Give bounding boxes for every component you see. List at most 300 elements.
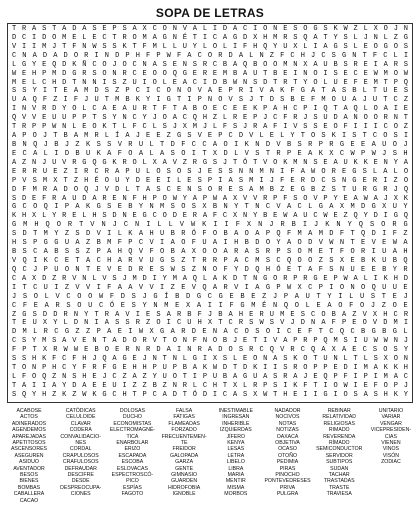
grid-cell[interactable]: A <box>107 248 112 257</box>
grid-cell[interactable]: O <box>273 158 278 167</box>
grid-cell[interactable]: J <box>383 194 388 203</box>
grid-cell[interactable]: S <box>156 310 161 319</box>
grid-cell[interactable]: T <box>33 230 38 239</box>
grid-cell[interactable]: S <box>341 87 347 96</box>
grid-cell[interactable]: O <box>181 239 186 248</box>
grid-cell[interactable]: T <box>232 364 238 373</box>
grid-cell[interactable]: B <box>182 364 187 373</box>
grid-cell[interactable]: M <box>222 69 228 78</box>
grid-cell[interactable]: B <box>269 185 274 194</box>
grid-cell[interactable]: L <box>280 132 285 141</box>
grid-cell[interactable]: L <box>308 203 313 212</box>
grid-cell[interactable]: A <box>353 194 358 203</box>
grid-cell[interactable]: E <box>149 265 154 274</box>
grid-cell[interactable]: B <box>331 310 336 319</box>
grid-cell[interactable]: A <box>112 337 117 346</box>
grid-cell[interactable]: M <box>259 185 264 194</box>
grid-cell[interactable]: U <box>52 158 57 167</box>
grid-cell[interactable]: F <box>343 372 348 381</box>
grid-cell[interactable]: F <box>349 301 354 310</box>
grid-cell[interactable]: K <box>280 87 285 96</box>
grid-cell[interactable]: W <box>138 328 144 337</box>
grid-cell[interactable]: S <box>300 310 305 319</box>
grid-cell[interactable]: A <box>75 239 80 248</box>
grid-cell[interactable]: V <box>149 283 154 292</box>
grid-cell[interactable]: N <box>135 346 140 355</box>
grid-cell[interactable]: E <box>11 167 17 176</box>
grid-cell[interactable]: A <box>22 96 27 105</box>
grid-cell[interactable]: S <box>112 274 117 283</box>
grid-cell[interactable]: S <box>238 346 244 355</box>
grid-cell[interactable]: N <box>403 355 408 364</box>
grid-cell[interactable]: V <box>179 221 184 230</box>
grid-cell[interactable]: D <box>269 96 274 105</box>
grid-cell[interactable]: K <box>333 25 338 33</box>
grid-cell[interactable]: K <box>43 256 48 265</box>
grid-cell[interactable]: F <box>52 355 57 364</box>
grid-cell[interactable]: O <box>321 310 326 319</box>
grid-cell[interactable]: D <box>11 33 17 42</box>
grid-cell[interactable]: V <box>107 265 112 274</box>
grid-cell[interactable]: B <box>382 328 387 337</box>
grid-cell[interactable]: R <box>122 158 127 167</box>
grid-cell[interactable]: E <box>146 176 151 185</box>
grid-cell[interactable]: S <box>255 328 260 337</box>
grid-cell[interactable]: R <box>283 78 288 87</box>
grid-cell[interactable]: W <box>283 212 288 221</box>
grid-cell[interactable]: N <box>212 328 218 337</box>
grid-cell[interactable]: B <box>128 203 133 212</box>
grid-cell[interactable]: F <box>243 42 248 51</box>
grid-cell[interactable]: S <box>122 25 127 33</box>
grid-cell[interactable]: D <box>243 364 248 373</box>
grid-cell[interactable]: M <box>350 203 355 212</box>
grid-cell[interactable]: D <box>156 346 161 355</box>
grid-cell[interactable]: R <box>53 346 58 355</box>
grid-cell[interactable]: R <box>128 140 133 149</box>
grid-cell[interactable]: O <box>244 230 249 239</box>
grid-cell[interactable]: S <box>321 132 326 141</box>
grid-cell[interactable]: F <box>102 364 107 373</box>
grid-cell[interactable]: U <box>392 203 397 212</box>
grid-cell[interactable]: A <box>107 328 112 337</box>
grid-cell[interactable]: R <box>202 60 208 69</box>
grid-cell[interactable]: I <box>202 78 208 87</box>
grid-cell[interactable]: G <box>323 390 328 399</box>
grid-cell[interactable]: X <box>32 274 37 283</box>
grid-cell[interactable]: H <box>238 310 244 319</box>
grid-cell[interactable]: S <box>72 372 77 381</box>
grid-cell[interactable]: A <box>373 364 378 373</box>
grid-cell[interactable]: E <box>363 60 368 69</box>
grid-cell[interactable]: Y <box>393 158 398 167</box>
grid-cell[interactable]: J <box>311 51 316 60</box>
grid-cell[interactable]: U <box>341 96 347 105</box>
grid-cell[interactable]: D <box>42 274 47 283</box>
grid-cell[interactable]: R <box>353 60 358 69</box>
grid-cell[interactable]: L <box>43 149 48 158</box>
grid-cell[interactable]: F <box>42 96 48 105</box>
grid-cell[interactable]: O <box>181 149 186 158</box>
grid-cell[interactable]: N <box>353 114 358 123</box>
grid-cell[interactable]: P <box>96 248 101 257</box>
grid-cell[interactable]: S <box>75 230 80 239</box>
grid-cell[interactable]: A <box>383 167 388 176</box>
grid-cell[interactable]: M <box>280 310 285 319</box>
grid-cell[interactable]: B <box>63 132 68 141</box>
grid-cell[interactable]: Z <box>280 185 285 194</box>
grid-cell[interactable]: F <box>82 364 87 373</box>
grid-cell[interactable]: U <box>382 140 387 149</box>
grid-cell[interactable]: D <box>11 185 17 194</box>
grid-cell[interactable]: F <box>318 265 323 274</box>
grid-cell[interactable]: C <box>339 149 345 158</box>
grid-cell[interactable]: N <box>32 364 37 373</box>
grid-cell[interactable]: Y <box>333 33 338 42</box>
grid-cell[interactable]: O <box>212 42 218 51</box>
grid-cell[interactable]: I <box>96 283 101 292</box>
grid-cell[interactable]: K <box>293 381 298 390</box>
grid-cell[interactable]: B <box>232 69 238 78</box>
grid-cell[interactable]: R <box>72 158 77 167</box>
grid-cell[interactable]: I <box>135 310 140 319</box>
grid-cell[interactable]: K <box>72 60 77 69</box>
grid-cell[interactable]: Z <box>393 176 398 185</box>
grid-cell[interactable]: S <box>102 42 107 51</box>
grid-cell[interactable]: T <box>53 132 58 141</box>
grid-cell[interactable]: D <box>373 212 378 221</box>
grid-cell[interactable]: Y <box>138 203 144 212</box>
grid-cell[interactable]: Q <box>192 114 197 123</box>
grid-cell[interactable]: N <box>142 60 147 69</box>
grid-cell[interactable]: N <box>73 310 79 319</box>
grid-cell[interactable]: P <box>313 337 318 346</box>
grid-cell[interactable]: O <box>32 372 37 381</box>
grid-cell[interactable]: N <box>273 25 278 33</box>
grid-cell[interactable]: V <box>273 337 278 346</box>
grid-cell[interactable]: R <box>212 256 218 265</box>
grid-cell[interactable]: N <box>263 355 268 364</box>
grid-cell[interactable]: O <box>162 69 167 78</box>
grid-cell[interactable]: U <box>149 256 154 265</box>
grid-cell[interactable]: I <box>283 123 288 132</box>
grid-cell[interactable]: B <box>240 292 245 301</box>
grid-cell[interactable]: D <box>172 390 177 399</box>
grid-cell[interactable]: L <box>11 60 17 69</box>
grid-cell[interactable]: P <box>253 114 258 123</box>
grid-cell[interactable]: W <box>286 283 292 292</box>
grid-cell[interactable]: Z <box>64 283 70 292</box>
grid-cell[interactable]: I <box>166 319 171 328</box>
grid-cell[interactable]: L <box>383 33 388 42</box>
grid-cell[interactable]: S <box>370 292 376 301</box>
grid-cell[interactable]: R <box>265 248 271 257</box>
grid-cell[interactable]: T <box>11 364 17 373</box>
grid-cell[interactable]: O <box>202 248 207 257</box>
grid-cell[interactable]: S <box>403 60 408 69</box>
grid-cell[interactable]: L <box>243 381 248 390</box>
grid-cell[interactable]: U <box>253 69 258 78</box>
grid-cell[interactable]: Q <box>303 33 308 42</box>
grid-cell[interactable]: J <box>243 123 248 132</box>
grid-cell[interactable]: N <box>249 167 254 176</box>
grid-cell[interactable]: I <box>276 328 281 337</box>
grid-cell[interactable]: C <box>135 87 140 96</box>
grid-cell[interactable]: R <box>63 310 68 319</box>
grid-cell[interactable]: F <box>72 42 77 51</box>
grid-cell[interactable]: S <box>170 203 175 212</box>
grid-cell[interactable]: E <box>297 328 302 337</box>
grid-cell[interactable]: G <box>202 158 208 167</box>
grid-cell[interactable]: K <box>363 158 368 167</box>
grid-cell[interactable]: C <box>212 33 218 42</box>
grid-cell[interactable]: M <box>164 301 169 310</box>
grid-cell[interactable]: U <box>323 60 328 69</box>
grid-cell[interactable]: K <box>11 212 17 221</box>
grid-cell[interactable]: A <box>104 319 109 328</box>
grid-cell[interactable]: T <box>313 355 318 364</box>
grid-cell[interactable]: T <box>218 319 223 328</box>
grid-cell[interactable]: K <box>371 256 376 265</box>
grid-cell[interactable]: S <box>283 364 288 373</box>
grid-cell[interactable]: L <box>149 140 154 149</box>
grid-cell[interactable]: S <box>273 372 278 381</box>
grid-cell[interactable]: I <box>403 319 409 328</box>
grid-cell[interactable]: I <box>373 274 378 283</box>
grid-cell[interactable]: Y <box>392 265 397 274</box>
grid-cell[interactable]: P <box>125 51 130 60</box>
grid-cell[interactable]: O <box>393 123 398 132</box>
grid-cell[interactable]: O <box>383 132 388 141</box>
grid-cell[interactable]: B <box>96 239 101 248</box>
grid-cell[interactable]: O <box>156 319 161 328</box>
grid-cell[interactable]: D <box>135 176 140 185</box>
grid-cell[interactable]: S <box>32 310 37 319</box>
grid-cell[interactable]: C <box>222 390 228 399</box>
grid-cell[interactable]: S <box>64 248 70 257</box>
grid-cell[interactable]: G <box>43 239 48 248</box>
grid-cell[interactable]: M <box>22 328 27 337</box>
grid-cell[interactable]: E <box>218 87 223 96</box>
grid-cell[interactable]: C <box>243 25 248 33</box>
grid-cell[interactable]: E <box>273 212 278 221</box>
grid-cell[interactable]: L <box>353 33 358 42</box>
grid-cell[interactable]: A <box>53 51 58 60</box>
grid-cell[interactable]: H <box>11 239 17 248</box>
grid-cell[interactable]: L <box>44 292 49 301</box>
grid-cell[interactable]: S <box>92 69 97 78</box>
grid-cell[interactable]: E <box>343 78 348 87</box>
grid-cell[interactable]: C <box>222 212 228 221</box>
grid-cell[interactable]: H <box>383 310 388 319</box>
grid-cell[interactable]: D <box>63 185 68 194</box>
grid-cell[interactable]: X <box>331 346 336 355</box>
grid-cell[interactable]: R <box>22 167 27 176</box>
grid-cell[interactable]: S <box>21 337 27 346</box>
grid-cell[interactable]: F <box>339 230 345 239</box>
grid-cell[interactable]: B <box>94 346 99 355</box>
grid-cell[interactable]: W <box>373 337 378 346</box>
grid-cell[interactable]: E <box>333 212 338 221</box>
grid-cell[interactable]: I <box>263 337 268 346</box>
grid-cell[interactable]: T <box>63 176 68 185</box>
grid-cell[interactable]: N <box>122 114 127 123</box>
grid-cell[interactable]: Ó <box>243 158 248 167</box>
grid-cell[interactable]: R <box>62 212 67 221</box>
grid-cell[interactable]: Í <box>115 132 120 141</box>
grid-cell[interactable]: N <box>135 221 140 230</box>
grid-cell[interactable]: A <box>232 372 238 381</box>
grid-cell[interactable]: L <box>82 33 87 42</box>
grid-cell[interactable]: V <box>276 203 281 212</box>
grid-cell[interactable]: D <box>128 265 133 274</box>
grid-cell[interactable]: Y <box>72 364 77 373</box>
grid-cell[interactable]: L <box>403 328 408 337</box>
grid-cell[interactable]: Y <box>192 42 197 51</box>
grid-cell[interactable]: A <box>62 25 67 33</box>
grid-cell[interactable]: U <box>187 319 192 328</box>
grid-cell[interactable]: C <box>383 51 388 60</box>
grid-cell[interactable]: E <box>323 123 328 132</box>
grid-cell[interactable]: R <box>192 158 197 167</box>
grid-cell[interactable]: A <box>11 158 17 167</box>
grid-cell[interactable]: E <box>115 346 120 355</box>
grid-cell[interactable]: I <box>146 221 151 230</box>
grid-cell[interactable]: K <box>325 221 330 230</box>
grid-cell[interactable]: G <box>160 328 165 337</box>
grid-cell[interactable]: C <box>112 372 117 381</box>
grid-cell[interactable]: W <box>371 149 376 158</box>
grid-cell[interactable]: P <box>152 364 157 373</box>
grid-cell[interactable]: L <box>353 42 358 51</box>
grid-cell[interactable]: Z <box>75 140 80 149</box>
grid-cell[interactable]: Y <box>125 176 130 185</box>
grid-cell[interactable]: V <box>228 96 233 105</box>
grid-cell[interactable]: W <box>350 149 355 158</box>
grid-cell[interactable]: A <box>160 149 165 158</box>
grid-cell[interactable]: E <box>172 60 177 69</box>
grid-cell[interactable]: M <box>42 42 47 51</box>
grid-cell[interactable]: U <box>350 265 355 274</box>
grid-cell[interactable]: G <box>96 203 101 212</box>
grid-cell[interactable]: R <box>308 140 313 149</box>
grid-cell[interactable]: E <box>32 194 37 203</box>
grid-cell[interactable]: O <box>303 25 308 33</box>
grid-cell[interactable]: Z <box>73 176 79 185</box>
grid-cell[interactable]: O <box>212 265 218 274</box>
grid-cell[interactable]: Z <box>52 390 57 399</box>
grid-cell[interactable]: L <box>72 123 77 132</box>
grid-cell[interactable]: Q <box>323 372 328 381</box>
grid-cell[interactable]: C <box>228 319 233 328</box>
grid-cell[interactable]: P <box>202 372 208 381</box>
grid-cell[interactable]: E <box>72 212 77 221</box>
grid-cell[interactable]: S <box>293 25 298 33</box>
grid-cell[interactable]: E <box>175 301 180 310</box>
grid-cell[interactable]: E <box>207 167 213 176</box>
grid-cell[interactable]: G <box>393 212 398 221</box>
grid-cell[interactable]: N <box>253 274 258 283</box>
grid-cell[interactable]: C <box>92 60 97 69</box>
grid-cell[interactable]: S <box>293 33 298 42</box>
grid-cell[interactable]: S <box>273 381 278 390</box>
grid-cell[interactable]: A <box>21 381 27 390</box>
grid-cell[interactable]: D <box>185 292 191 301</box>
grid-cell[interactable]: L <box>82 212 87 221</box>
grid-cell[interactable]: I <box>156 96 161 105</box>
grid-cell[interactable]: V <box>276 140 281 149</box>
grid-cell[interactable]: A <box>73 132 79 141</box>
grid-cell[interactable]: T <box>318 328 323 337</box>
grid-cell[interactable]: X <box>32 212 37 221</box>
grid-cell[interactable]: X <box>373 25 378 33</box>
grid-cell[interactable]: J <box>393 25 398 33</box>
grid-cell[interactable]: X <box>382 203 387 212</box>
grid-cell[interactable]: E <box>92 381 97 390</box>
grid-cell[interactable]: X <box>246 221 252 230</box>
grid-cell[interactable]: W <box>232 78 238 87</box>
grid-cell[interactable]: Y <box>62 105 67 114</box>
grid-cell[interactable]: A <box>11 132 17 141</box>
grid-cell[interactable]: M <box>283 60 288 69</box>
grid-cell[interactable]: O <box>128 149 133 158</box>
grid-cell[interactable]: O <box>132 158 137 167</box>
grid-cell[interactable]: E <box>112 194 117 203</box>
grid-cell[interactable]: G <box>176 132 182 141</box>
grid-cell[interactable]: I <box>160 239 165 248</box>
grid-cell[interactable]: C <box>297 203 302 212</box>
grid-cell[interactable]: S <box>181 265 186 274</box>
grid-cell[interactable]: P <box>42 123 47 132</box>
grid-cell[interactable]: D <box>62 60 67 69</box>
grid-cell[interactable]: O <box>92 123 97 132</box>
grid-cell[interactable]: A <box>73 87 79 96</box>
grid-cell[interactable]: T <box>350 239 355 248</box>
grid-cell[interactable]: S <box>280 96 285 105</box>
grid-cell[interactable]: A <box>371 140 376 149</box>
grid-cell[interactable]: C <box>22 203 27 212</box>
grid-cell[interactable]: H <box>283 105 288 114</box>
grid-cell[interactable]: I <box>253 25 258 33</box>
grid-cell[interactable]: E <box>362 176 367 185</box>
grid-cell[interactable]: O <box>228 346 233 355</box>
grid-cell[interactable]: D <box>329 230 334 239</box>
grid-cell[interactable]: V <box>249 132 254 141</box>
grid-cell[interactable]: L <box>305 301 310 310</box>
grid-cell[interactable]: F <box>280 51 285 60</box>
grid-cell[interactable]: Q <box>323 337 328 346</box>
grid-cell[interactable]: E <box>316 301 321 310</box>
grid-cell[interactable]: T <box>329 248 334 257</box>
grid-cell[interactable]: S <box>115 319 120 328</box>
grid-cell[interactable]: I <box>232 42 238 51</box>
grid-cell[interactable]: C <box>202 140 207 149</box>
grid-cell[interactable]: N <box>258 221 263 230</box>
grid-cell[interactable]: G <box>64 328 70 337</box>
grid-cell[interactable]: C <box>293 105 298 114</box>
grid-cell[interactable]: A <box>234 256 239 265</box>
grid-cell[interactable]: A <box>321 346 326 355</box>
grid-cell[interactable]: J <box>92 355 97 364</box>
grid-cell[interactable]: B <box>75 149 80 158</box>
grid-cell[interactable]: D <box>383 319 388 328</box>
grid-cell[interactable]: R <box>181 230 186 239</box>
grid-cell[interactable]: A <box>222 33 228 42</box>
grid-cell[interactable]: O <box>77 301 82 310</box>
grid-cell[interactable]: X <box>297 283 302 292</box>
grid-cell[interactable]: T <box>94 310 99 319</box>
grid-cell[interactable]: Y <box>162 274 167 283</box>
